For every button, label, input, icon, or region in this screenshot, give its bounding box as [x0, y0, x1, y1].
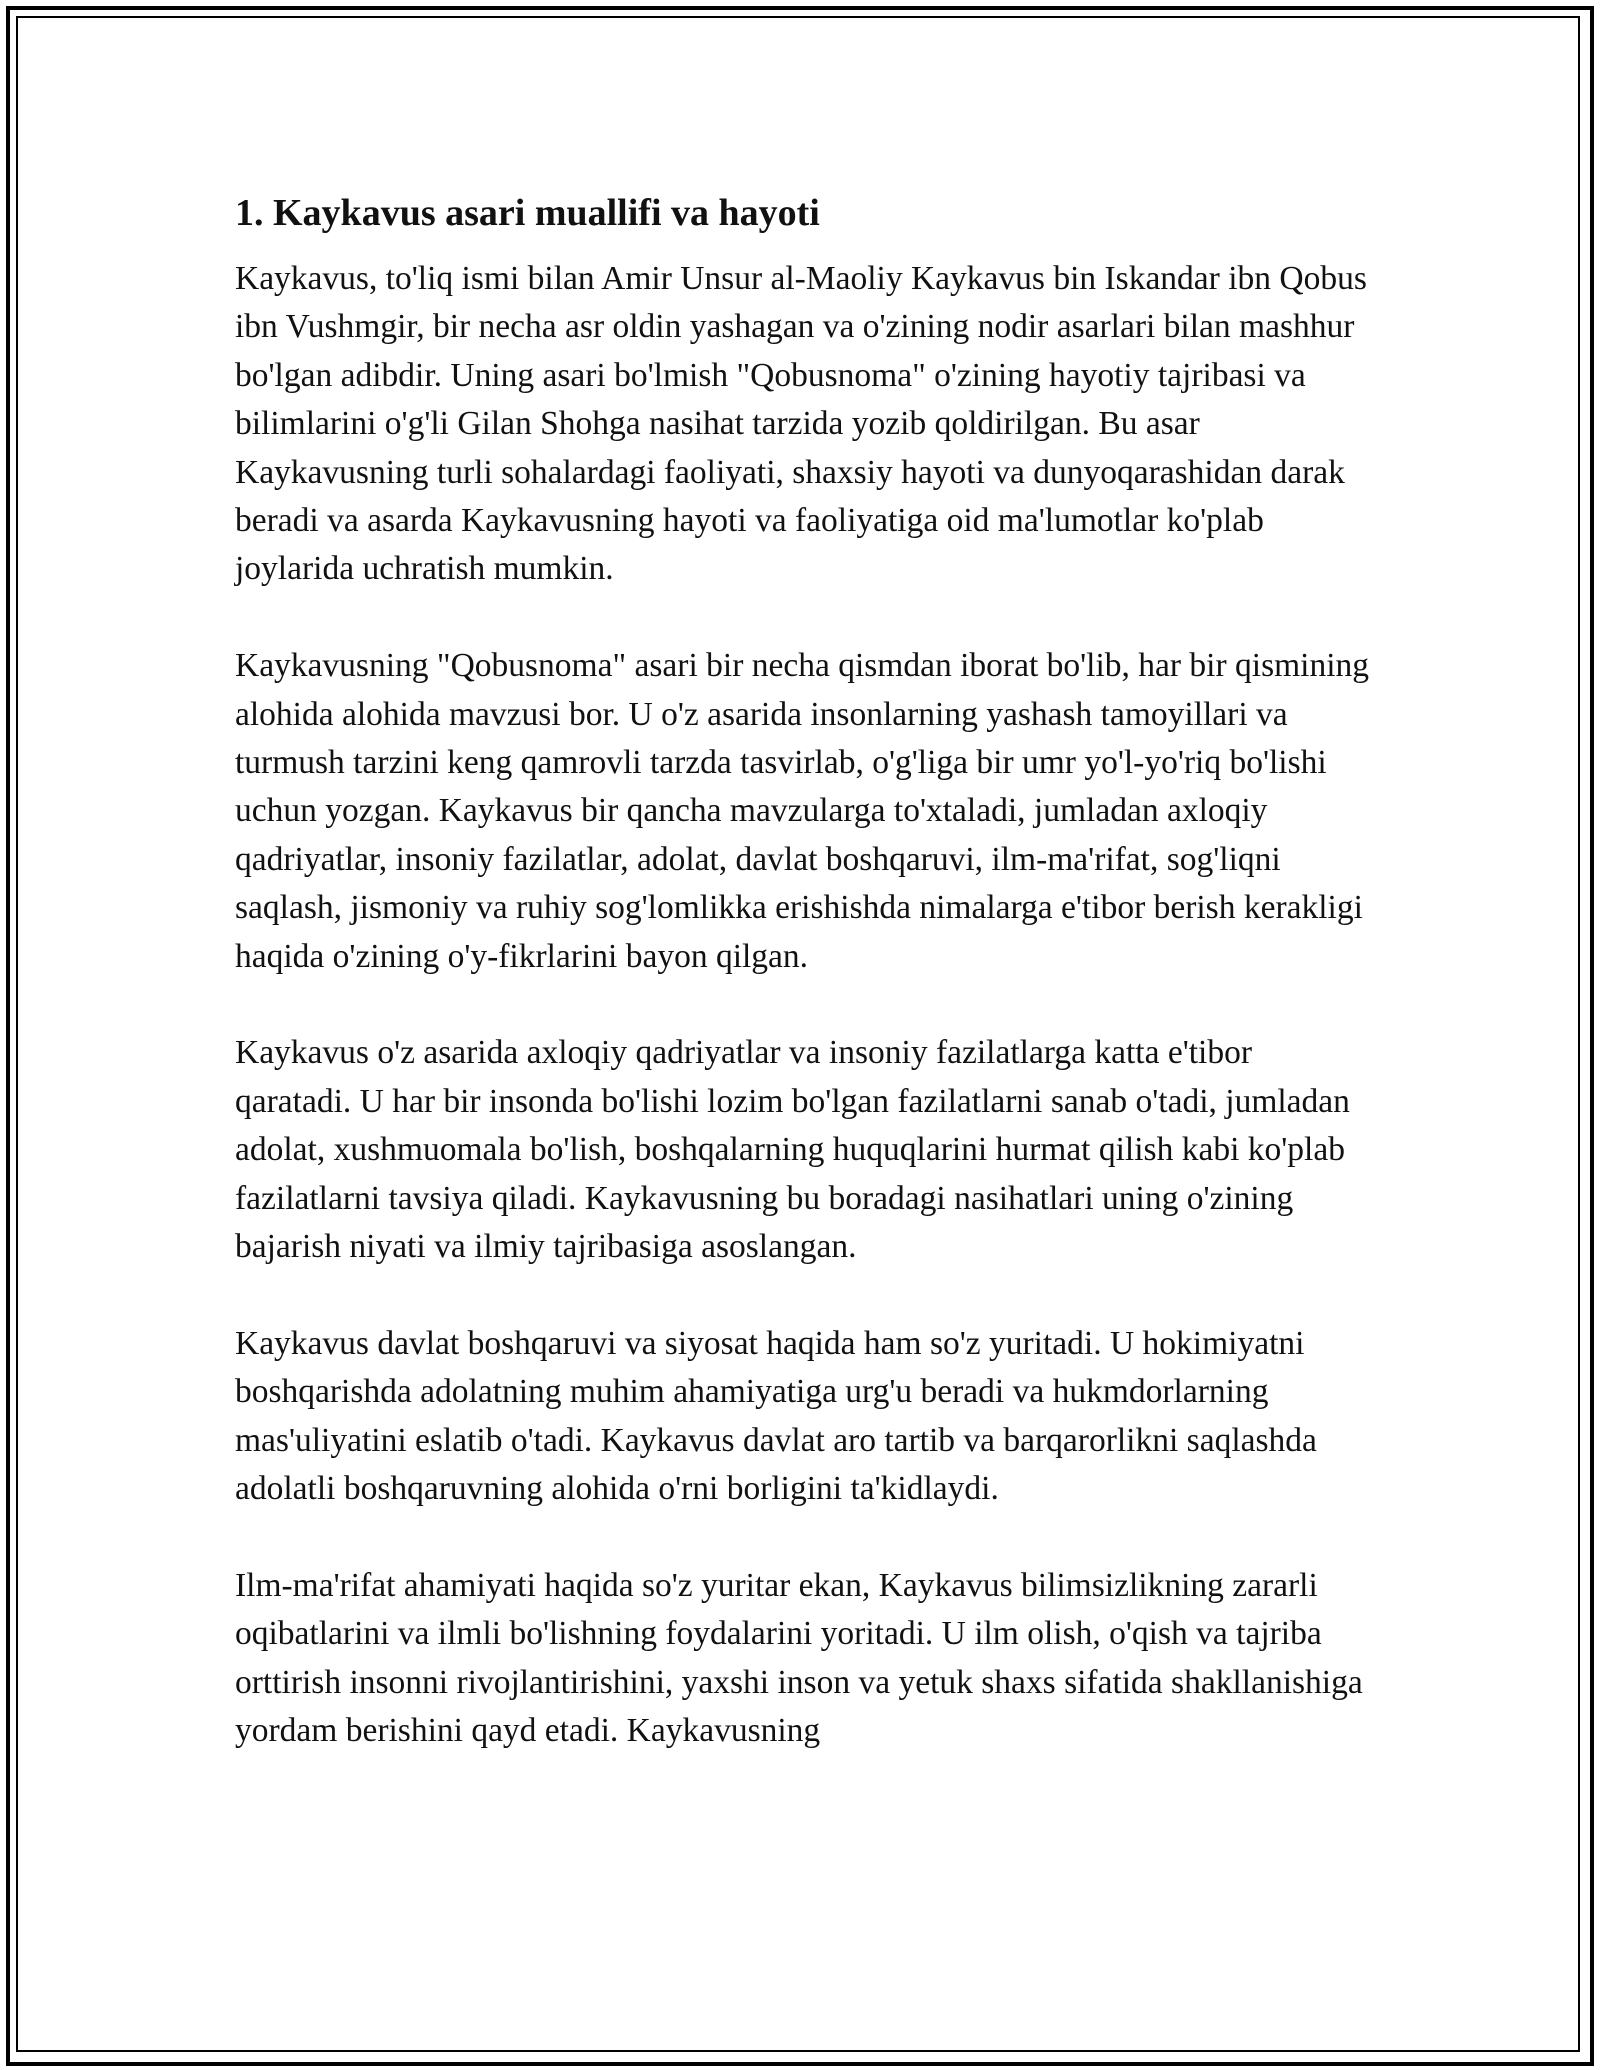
paragraph-3: Kaykavus o'z asarida axloqiy qadriyatlar va insoniy fazilatlarga katta e'tibor qaratadi. U har bir insonda bo'lishi lozim bo'lgan fazilatlarni sanab o'tadi, jumladan adolat, xushmuomala bo'lish, boshqalarning huquqlarini hurmat qilish kabi ko'plab fazilatlarni tavsiya qiladi. Kaykavusning bu boradagi nasihatlari uning o'zining bajarish niyati va ilmiy tajribasiga asoslangan. [235, 1034, 1350, 1266]
document-title: 1. Kaykavus asari muallifi va hayoti [235, 192, 820, 234]
paragraph-4: Kaykavus davlat boshqaruvi va siyosat haqida ham so'z yuritadi. U hokimiyatni boshqarishda adolatning muhim ahamiyatiga urg'u beradi va hukmdorlarning mas'uliyatini eslatib o'tadi. Kaykavus davlat aro tartib va barqarorlikni saqlashda adolatli boshqaruvning alohida o'rni borligini ta'kidlaydi. [235, 1324, 1317, 1508]
document-body [235, 185, 1370, 1804]
paragraph-5: Ilm-ma'rifat ahamiyati haqida so'z yuritar ekan, Kaykavus bilimsizlikning zararli oqibatlarini va ilmli bo'lishning foydalarini yoritadi. U ilm olish, o'qish va tajriba orttirish insonni rivojlantirishini, yaxshi inson va yetuk shaxs sifatida shakllanishiga yordam berishini qayd etadi. Kaykavusning [235, 1566, 1363, 1750]
paragraph-1: Kaykavus, to'liq ismi bilan Amir Unsur al-Maoliy Kaykavus bin Iskandar ibn Qobus ibn Vushmgir, bir necha asr oldin yashagan va o'zining nodir asarlari bilan mashhur bo'lgan adibdir. Uning asari bo'lmish "Qobusnoma" o'zining hayotiy tajribasi va bilimlarini o'g'li Gilan Shohga nasihat tarzida yozib qoldirilgan. Bu asar Kaykavusning turli sohalardagi faoliyati, shaxsiy hayoti va dunyoqarashidan darak beradi va asarda Kaykavusning hayoti va faoliyatiga oid ma'lumotlar ko'plab joylarida uchratish mumkin. [235, 260, 1367, 588]
paragraph-2: Kaykavusning "Qobusnoma" asari bir necha qismdan iborat bo'lib, har bir qismining alohida alohida mavzusi bor. U o'z asarida insonlarning yashash tamoyillari va turmush tarzini keng qamrovli tarzda tasvirlab, o'g'liga bir umr yo'l-yo'riq bo'lishi uchun yozgan. Kaykavus bir qancha mavzularga to'xtaladi, jumladan axloqiy qadriyatlar, insoniy fazilatlar, adolat, davlat boshqaruvi, ilm-ma'rifat, sog'liqni saqlash, jismoniy va ruhiy sog'lomlikka erishishda nimalarga e'tibor berish kerakligi haqida o'zining o'y-fikrlarini bayon qilgan. [235, 647, 1370, 975]
